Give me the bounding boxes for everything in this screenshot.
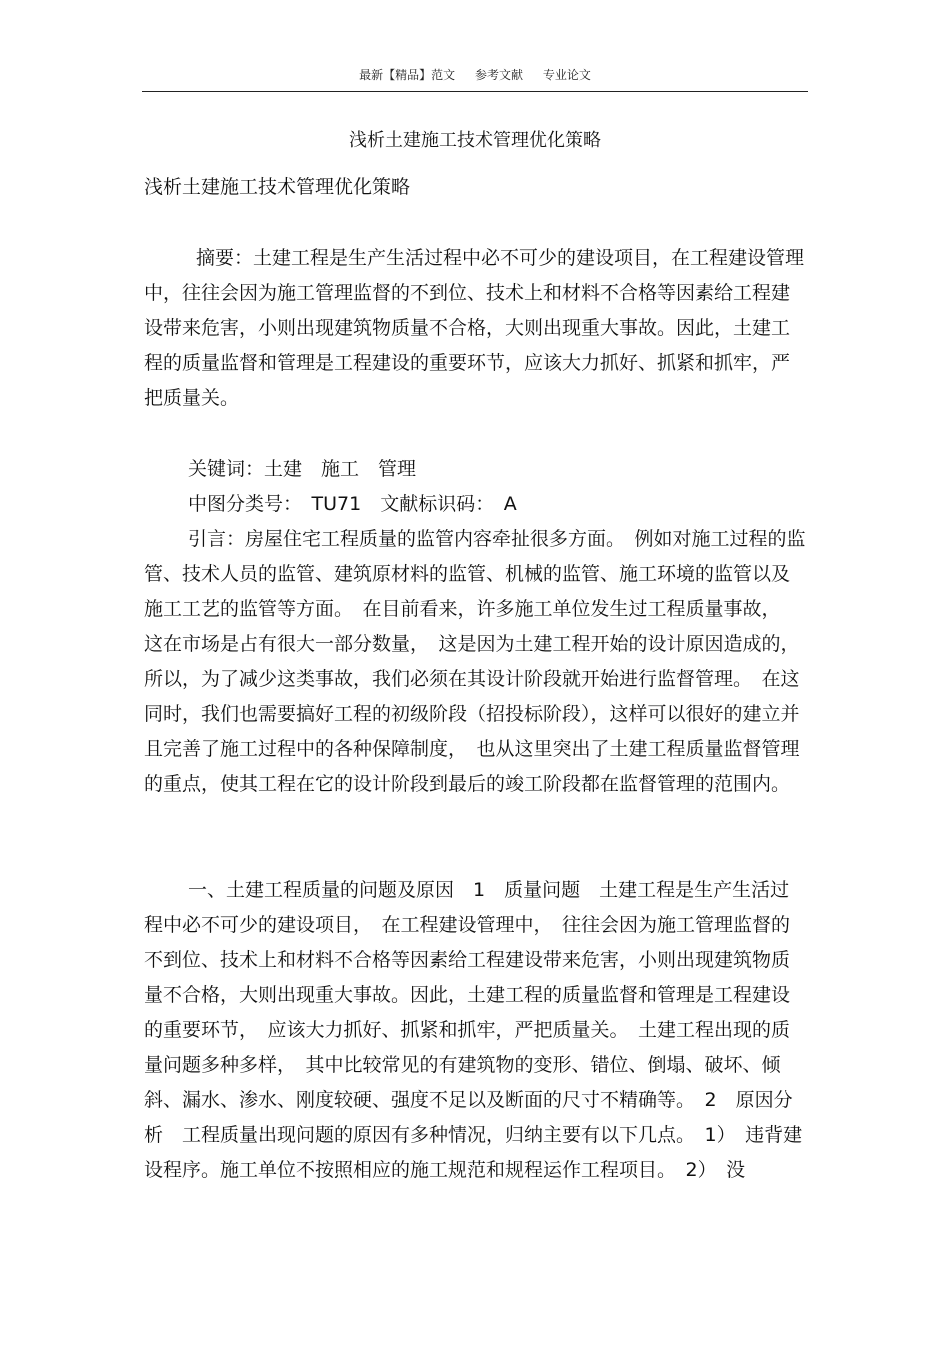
keywords-line: 关键词：土建 施工 管理 <box>188 458 417 480</box>
document-title: 浅析土建施工技术管理优化策略 <box>349 130 601 151</box>
abstract-paragraph: 摘要：土建工程是生产生活过程中必不可少的建设项目，在工程建设管理中，往往会因为施工管理监督的不到位、技术上和材料不合格等因素给工程建设带来危害，小则出现建筑物质量不合格，大则出现重大事故。因此，土建工程的质量监督和管理是工程建设的重要环节，应该大力抓好、抓紧和抓牢，严把质量关。 <box>144 247 805 409</box>
header-item-references: 参考文献 <box>474 68 523 82</box>
section-1-paragraph: 一、土建工程质量的问题及原因 1 质量问题 土建工程是生产生活过程中必不可少的建设项目， 在工程建设管理中， 往往会因为施工管理监督的不到位、技术上和材料不合格等因素给工程建设带来危害，小则出现建筑物质量不合格，大则出现重大事故。因此，土建工程的质量监督和管理是工程建设的重要环节， 应该大力抓好、抓紧和抓牢，严把质量关。 土建工程出现的质量问题多种多样， 其中比较常见的有建筑物的变形、错位、倒塌、破坏、倾斜、漏水、渗水、刚度较硬、强度不足以及断面的尺寸不精确等。 2 原因分析 工程质量出现问题的原因有多种情况，归纳主要有以下几点。 1） 违背建设程序。施工单位不按照相应的施工规范和规程运作工程项目。 2） 没 <box>144 879 803 1181</box>
intro-paragraph: 引言：房屋住宅工程质量的监管内容牵扯很多方面。 例如对施工过程的监管、技术人员的监管、建筑原材料的监管、机械的监管、施工环境的监管以及施工工艺的监管等方面。 在目前看来，许多施工单位发生过工程质量事故， 这在市场是占有很大一部分数量， 这是因为土建工程开始的设计原因造成的，所以，为了减少这类事故，我们必须在其设计阶段就开始进行监督管理。 在这同时，我们也需要搞好工程的初级阶段（招投标阶段），这样可以很好的建立并且完善了施工过程中的各种保障制度， 也从这里突出了土建工程质量监督管理的重点，使其工程在它的设计阶段到最后的竣工阶段都在监督管理的范围内。 <box>144 528 806 795</box>
header-item-essay: 最新【精品】范文 <box>359 68 456 82</box>
header-item-papers: 专业论文 <box>542 68 591 82</box>
classification-line: 中图分类号： TU71 文献标识码： A <box>188 493 517 515</box>
page-header <box>142 64 808 92</box>
document-subtitle: 浅析土建施工技术管理优化策略 <box>144 176 411 198</box>
